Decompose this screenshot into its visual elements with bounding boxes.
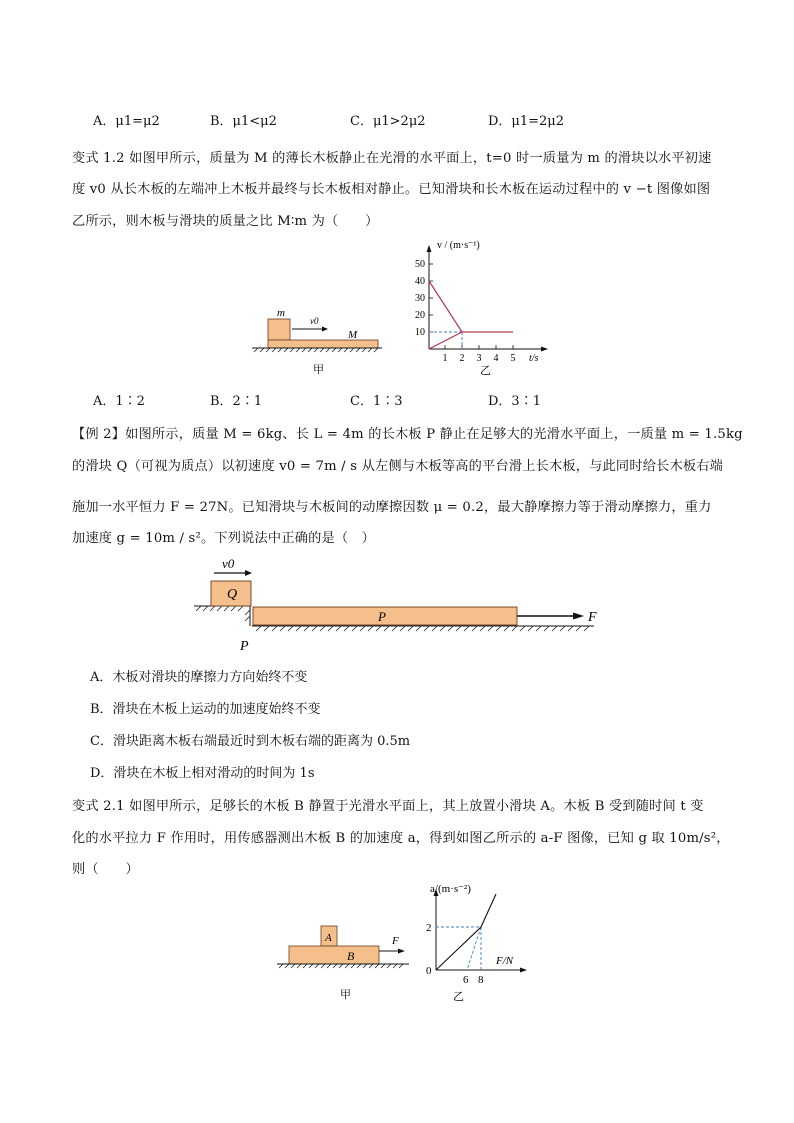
xtick-5: 5 xyxy=(510,353,516,364)
ytick-30: 30 xyxy=(415,293,425,304)
example2-line-4: 加速度 g = 10m / s²。下列说法中正确的是（ ） xyxy=(72,531,376,546)
caption-yi: 乙 xyxy=(453,991,464,1003)
caption-yi: 乙 xyxy=(480,365,491,377)
v12-option-c: C．1∶3 xyxy=(350,394,403,409)
label-M: M xyxy=(348,329,358,341)
q1-option-d: D．μ1=2μ2 xyxy=(488,114,565,129)
label-B: B xyxy=(347,949,355,963)
label-m: m xyxy=(277,307,285,319)
variant21-line-2: 化的水平拉力 F 作用时，用传感器测出木板 B 的加速度 a，得到如图乙所示的 a-F 图像，已知 g 取 10m/s²， xyxy=(72,831,730,846)
example2-line-1: 【例 2】如图所示，质量 M = 6kg、长 L = 4m 的长木板 P 静止在足够大的光滑水平面上，一质量 m = 1.5kg xyxy=(72,427,743,442)
q1-option-c: C．μ1>2μ2 xyxy=(350,114,426,129)
graph-a-F-line xyxy=(436,894,496,970)
label-v0: v0 xyxy=(222,556,235,571)
ytick-40: 40 xyxy=(415,276,425,287)
variant12-line-2: 度 v0 从长木板的左端冲上木板并最终与长木板相对静止。已知滑块和长木板在运动过程中的 v −t 图像如图 xyxy=(72,182,711,197)
variant12-line-1: 变式 1.2 如图甲所示，质量为 M 的薄长木板静止在光滑的水平面上，t=0 时一质量为 m 的滑块以水平初速 xyxy=(72,151,712,166)
v12-option-d: D．3∶1 xyxy=(488,394,541,409)
q1-option-b: B．μ1<μ2 xyxy=(210,114,277,129)
block-m xyxy=(268,319,290,340)
variant12-fig-jia xyxy=(250,305,385,377)
ylabel: v / (m·s⁻¹) xyxy=(437,240,480,251)
example2-line-3: 施加一水平恒力 F = 27N。已知滑块与木板间的动摩擦因数 μ = 0.2，最大静摩擦力等于滑动摩擦力，重力 xyxy=(72,500,712,515)
variant12-fig-yi xyxy=(405,236,555,378)
board-M xyxy=(268,340,378,348)
caption-jia: 甲 xyxy=(340,989,351,1001)
origin-0: 0 xyxy=(426,965,432,977)
variant12-line-3: 乙所示，则木板与滑块的质量之比 M∶m 为（ ） xyxy=(72,214,379,229)
example2-line-2: 的滑块 Q（可视为质点）以初速度 v0 = 7m / s 从左侧与木板等高的平台滑上长木板，与此同时给长木板右端 xyxy=(72,459,724,474)
variant21-line-1: 变式 2.1 如图甲所示，足够长的木板 B 静置于光滑水平面上，其上放置小滑块 A。木板 B 受到随时间 t 变 xyxy=(72,799,704,814)
label-Q: Q xyxy=(227,587,238,602)
label-F: F xyxy=(588,610,597,625)
ytick-20: 20 xyxy=(415,310,425,321)
ytick-10: 10 xyxy=(415,327,425,338)
xtick-3: 3 xyxy=(476,353,482,364)
v12-option-a: A．1∶2 xyxy=(93,394,145,409)
caption-jia: 甲 xyxy=(313,364,324,376)
xtick-2: 2 xyxy=(459,353,465,364)
xtick-8: 8 xyxy=(478,974,484,986)
ytick-50: 50 xyxy=(415,259,425,270)
ylabel: a/(m·s⁻²) xyxy=(430,883,471,895)
ex2-option-d: D．滑块在木板上相对滑动的时间为 1s xyxy=(90,766,315,781)
example2-figure xyxy=(190,552,610,654)
label-P: P xyxy=(378,609,386,624)
ex2-option-b: B．滑块在木板上运动的加速度始终不变 xyxy=(90,702,321,717)
graph-board-line xyxy=(429,332,462,349)
label-F: F xyxy=(392,935,399,947)
q1-option-a: A．μ1=μ2 xyxy=(93,114,160,129)
xtick-4: 4 xyxy=(493,353,499,364)
variant21-fig-yi xyxy=(420,880,530,1005)
variant21-line-3: 则（ ） xyxy=(72,862,139,877)
ex2-option-a: A．木板对滑块的摩擦力方向始终不变 xyxy=(90,670,308,685)
graph-slider-line xyxy=(429,281,513,332)
variant21-fig-jia xyxy=(275,920,415,1005)
ytick-2: 2 xyxy=(426,922,432,934)
v12-option-b: B．2∶1 xyxy=(210,394,263,409)
label-A: A xyxy=(325,932,332,944)
xlabel: F/N xyxy=(496,955,514,967)
xtick-6: 6 xyxy=(463,974,469,986)
xtick-1: 1 xyxy=(442,353,448,364)
label-v0: v0 xyxy=(310,316,319,326)
xlabel: t/s xyxy=(529,353,539,364)
ex2-option-c: C．滑块距离木板右端最近时到木板右端的距离为 0.5m xyxy=(90,734,411,749)
board-B xyxy=(289,946,379,964)
label-platform-P: P xyxy=(240,639,249,654)
